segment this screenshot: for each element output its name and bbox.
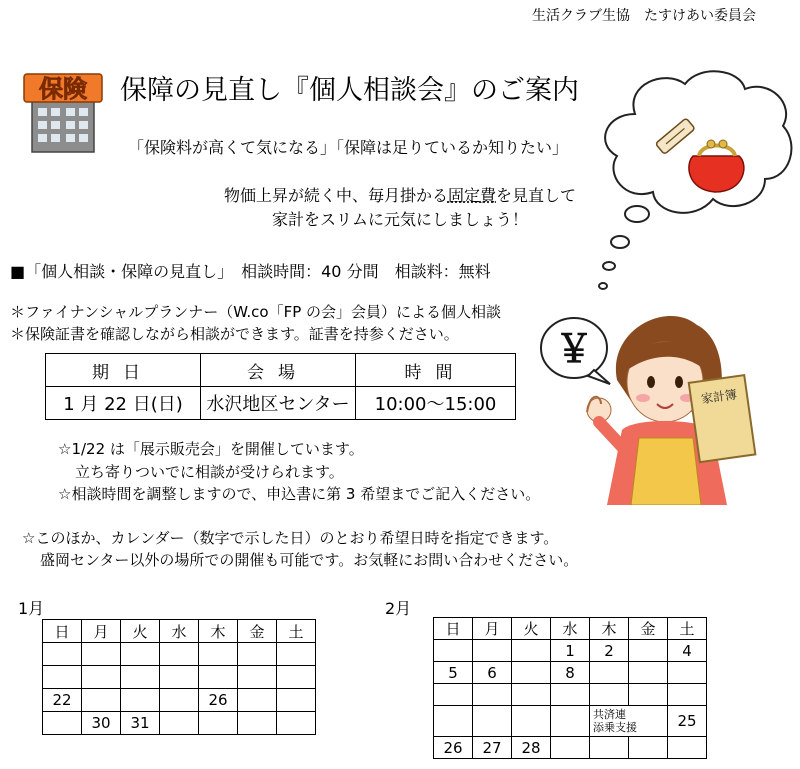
calendar-day [512, 662, 551, 684]
calendar-week-row [43, 712, 316, 735]
lead-text: を見直して [496, 186, 577, 205]
calendar-day [590, 684, 629, 706]
weekday-label: 木 [590, 618, 629, 640]
schedule-table [45, 353, 516, 420]
calendar-day: 31 [121, 712, 160, 735]
february-calendar [433, 617, 707, 759]
woman-illustration [577, 300, 767, 505]
calendar-week-row [43, 689, 316, 712]
calendar-day [629, 662, 668, 684]
logo-text: 保険 [39, 75, 87, 103]
schedule-header-date: 期日 [46, 354, 201, 387]
calendar-day [551, 706, 590, 737]
calendar-day [590, 737, 629, 759]
lead-text: 物価上昇が続く中、毎月掛かる [223, 186, 448, 205]
calendar-day [629, 737, 668, 759]
calendar-day [238, 643, 277, 666]
calendar-day [82, 666, 121, 689]
note-item: ＊保険証書を確認しながら相談ができます。証書を持参ください。 [10, 325, 459, 343]
calendar-day [121, 643, 160, 666]
weekday-label: 水 [551, 618, 590, 640]
weekday-label: 月 [82, 620, 121, 643]
calendar-day [512, 684, 551, 706]
weekday-label: 火 [121, 620, 160, 643]
account-book-icon [689, 375, 756, 462]
calendar-day [82, 689, 121, 712]
calendar-day [238, 712, 277, 735]
calendar-day [121, 689, 160, 712]
calendar-day: 30 [82, 712, 121, 735]
calendar-day: 5 [434, 662, 473, 684]
thought-bubble-illustration [595, 64, 800, 304]
calendar-day [629, 684, 668, 706]
calendar-day: 6 [473, 662, 512, 684]
calendar-day [590, 662, 629, 684]
weekday-label: 水 [160, 620, 199, 643]
note-item: ＊ファイナンシャルプランナー（W.co「FP の会」会員）による個人相談 [10, 303, 502, 321]
calendar-week-row [43, 666, 316, 689]
calendar-day: 4 [668, 640, 707, 662]
weekday-label: 木 [199, 620, 238, 643]
calendar-day [43, 712, 82, 735]
calendar-week-row [434, 737, 707, 759]
calendar-day: 1 [551, 640, 590, 662]
weekday-label: 火 [512, 618, 551, 640]
schedule-venue: 水沢地区センター [201, 387, 356, 420]
calendar-day [82, 643, 121, 666]
calendar-day: 25 [668, 706, 707, 737]
calendar-day [551, 684, 590, 706]
calendar-week-row [43, 643, 316, 666]
page-title: 保障の見直し『個人相談会』のご案内 [120, 75, 579, 106]
calendar-header-row [43, 620, 316, 643]
calendar-day: 28 [512, 737, 551, 759]
calendar-week-row [434, 684, 707, 706]
consultation-info: ■「個人相談・保障の見直し」 相談時間：40 分間 相談料：無料 [10, 262, 491, 281]
calendar-day [160, 689, 199, 712]
weekday-label: 土 [277, 620, 316, 643]
weekday-label: 金 [238, 620, 277, 643]
january-calendar [42, 619, 316, 735]
calendar-day [121, 666, 160, 689]
star-note: ☆1/22 は「展示販売会」を開催しています。 [58, 440, 364, 458]
weekday-label: 日 [43, 620, 82, 643]
calendar-day: 26 [199, 689, 238, 712]
schedule-header-row [46, 354, 516, 387]
calendar-day [473, 706, 512, 737]
calendar-day: 27 [473, 737, 512, 759]
calendar-day [551, 737, 590, 759]
calendar-header-row [434, 618, 707, 640]
calendar-day [668, 737, 707, 759]
weekday-label: 月 [473, 618, 512, 640]
calendar-day [668, 684, 707, 706]
star-note: ☆相談時間を調整しますので、申込書に第 3 希望までご記入ください。 [58, 485, 541, 503]
calendar-day [160, 666, 199, 689]
account-book-label: 家計簿 [700, 387, 738, 407]
organization-name: 生活クラブ生協 たすけあい委員会 [532, 8, 756, 24]
star-note: 盛岡センター以外の場所での開催も可能です。お気軽にお問い合わせください。 [40, 551, 579, 569]
calendar-event [590, 706, 668, 737]
schedule-date: 1 月 22 日(日) [46, 387, 201, 420]
calendar-day [160, 643, 199, 666]
calendar-week-row [434, 662, 707, 684]
calendar-day: 26 [434, 737, 473, 759]
lead-line-2: 家計をスリムに元気にしましょう！ [271, 210, 528, 229]
schedule-row [46, 387, 516, 420]
calendar-day [473, 640, 512, 662]
calendar-day [43, 643, 82, 666]
star-note: 立ち寄りついでに相談が受けられます。 [75, 463, 344, 481]
calendar-day [434, 684, 473, 706]
calendar-day [473, 684, 512, 706]
quote-text: 「保険料が高くて気になる」「保障は足りているか知りたい」 [128, 138, 569, 157]
calendar-day [199, 712, 238, 735]
calendar-day [277, 689, 316, 712]
calendar-day [434, 640, 473, 662]
event-line: 添乗支援 [593, 721, 637, 734]
calendar-day [277, 666, 316, 689]
calendar-day [277, 712, 316, 735]
calendar-day [512, 640, 551, 662]
january-label: 1月 [18, 599, 45, 618]
calendar-day [668, 662, 707, 684]
calendar-day [434, 706, 473, 737]
event-line: 共済連 [593, 708, 626, 721]
weekday-label: 金 [629, 618, 668, 640]
lead-emphasis: 固定費 [447, 186, 496, 205]
weekday-label: 土 [668, 618, 707, 640]
calendar-day: 2 [590, 640, 629, 662]
calendar-day [629, 640, 668, 662]
february-label: 2月 [385, 599, 412, 618]
calendar-day [238, 666, 277, 689]
calendar-day: 22 [43, 689, 82, 712]
calendar-day [238, 689, 277, 712]
calendar-day [199, 643, 238, 666]
insurance-building-icon [20, 68, 106, 154]
calendar-week-row [434, 706, 707, 737]
calendar-day [160, 712, 199, 735]
calendar-day: 8 [551, 662, 590, 684]
calendar-day [277, 643, 316, 666]
schedule-time: 10:00～15:00 [356, 387, 516, 420]
yen-icon: ￥ [554, 327, 594, 371]
calendar-day [43, 666, 82, 689]
calendar-week-row [434, 640, 707, 662]
star-note: ☆このほか、カレンダー（数字で示した日）のとおり希望日時を指定できます。 [22, 529, 559, 547]
calendar-day [512, 706, 551, 737]
schedule-header-venue: 会場 [201, 354, 356, 387]
weekday-label: 日 [434, 618, 473, 640]
calendar-day [199, 666, 238, 689]
schedule-header-time: 時間 [356, 354, 516, 387]
